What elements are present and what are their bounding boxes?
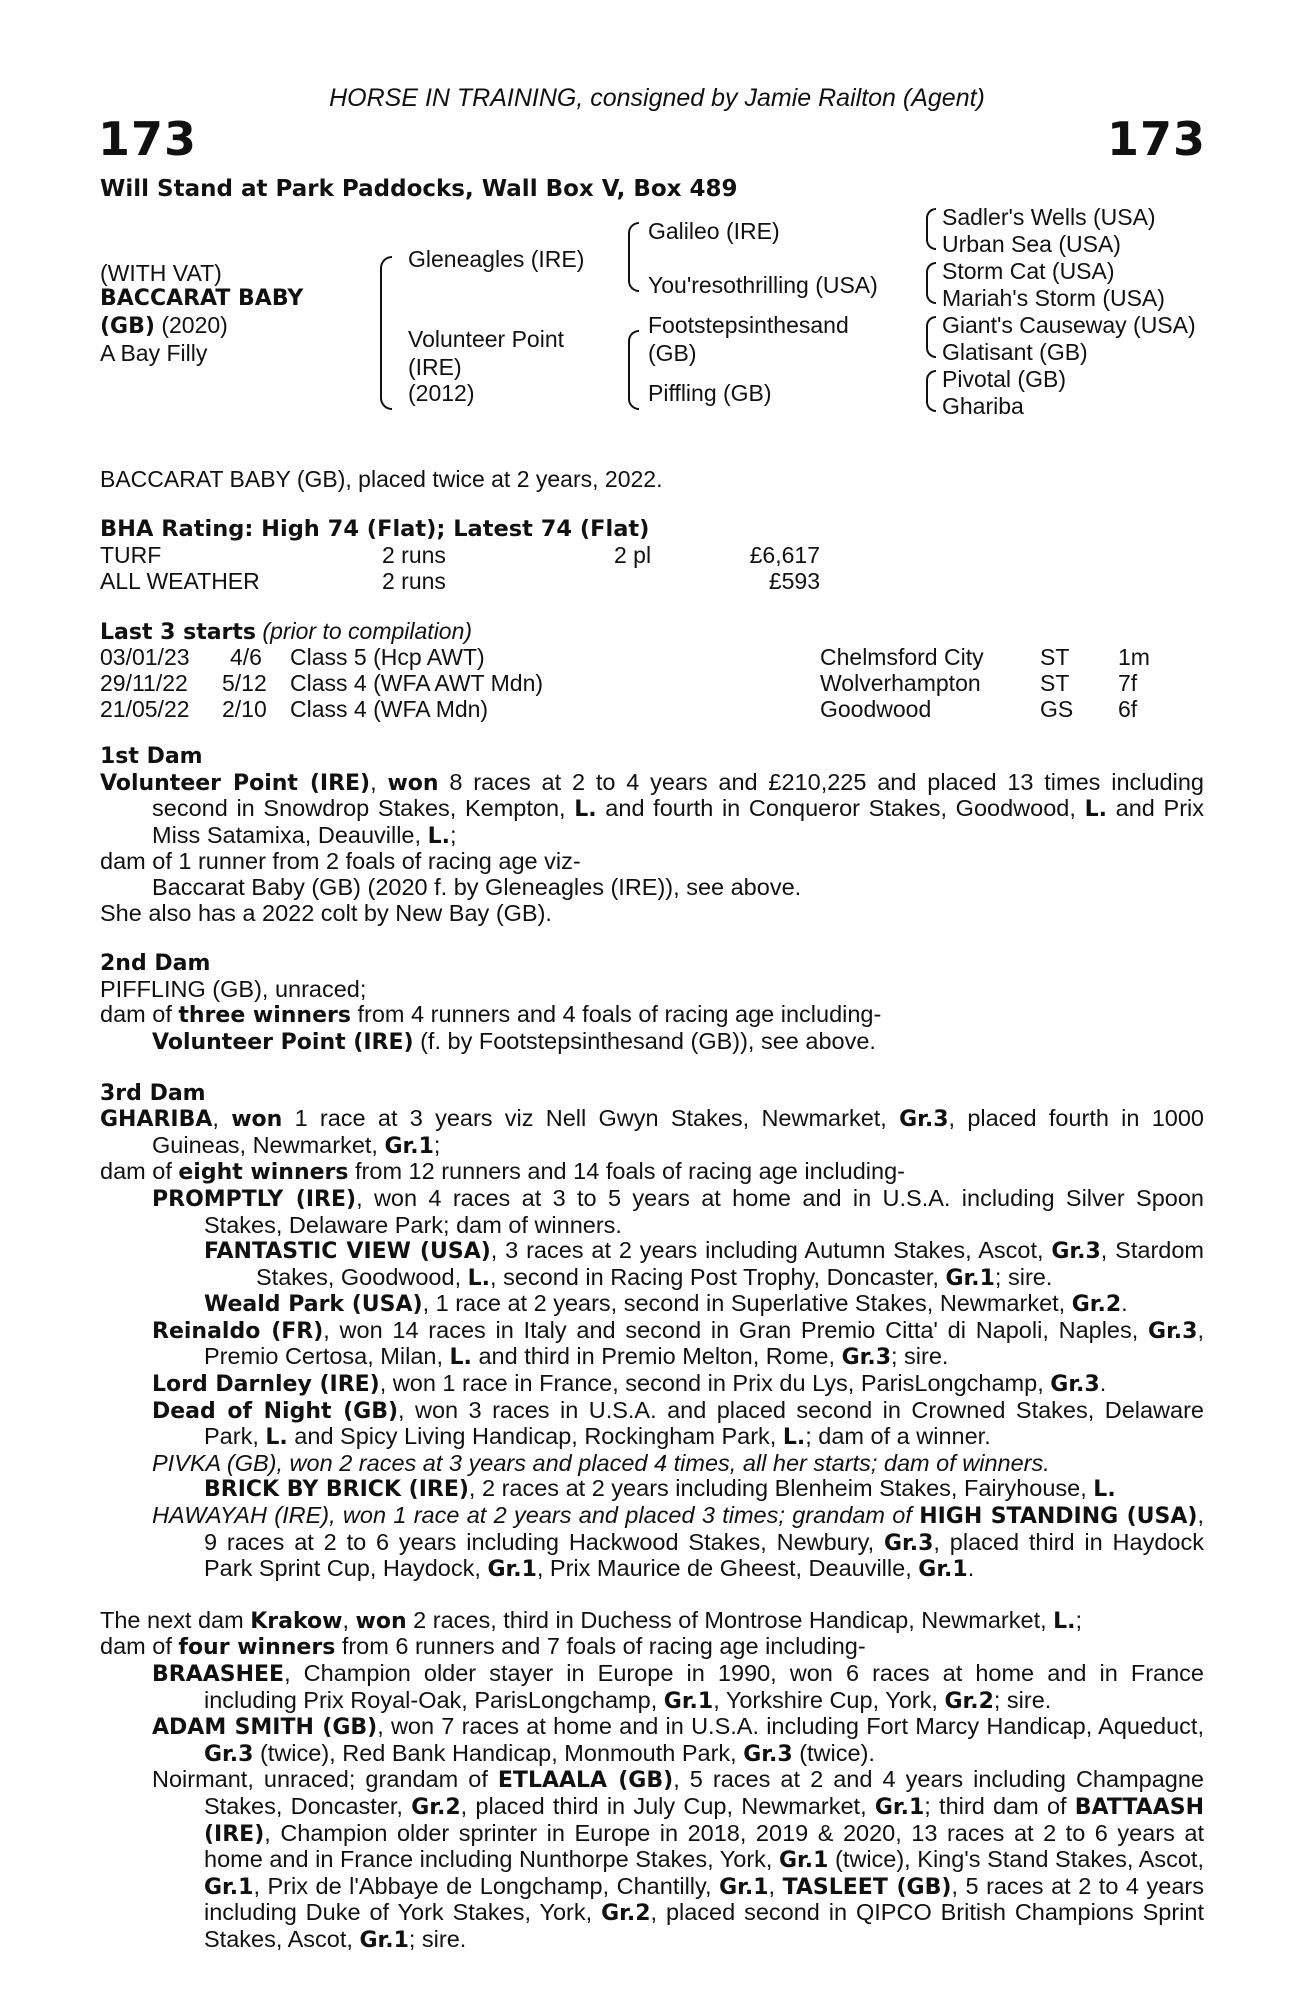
text-run: , won 1 race in France, second in Prix du Lys, ParisLongchamp,: [379, 1370, 1051, 1397]
text-run: from 12 runners and 14 foals of racing age including-: [348, 1158, 905, 1185]
text-run: three winners: [178, 1003, 351, 1029]
text-run: HAWAYAH (IRE): [152, 1502, 330, 1529]
pedigree-dam-line1: Volunteer Point: [408, 326, 565, 352]
text-run: , Prix Maurice de Gheest, Deauville,: [536, 1555, 919, 1582]
text-run: Gr.3: [1050, 1372, 1100, 1398]
text-run: L.: [782, 1425, 806, 1451]
dam3-heading: 3rd Dam: [100, 1080, 206, 1106]
pedigree-sire-dam: You'resothrilling (USA): [648, 272, 878, 298]
text-run: L.: [1093, 1477, 1116, 1503]
text-run: , Champion older stayer in Europe in 1990, won 6 races at home and in France including Prix Royal-Oak, ParisLongchamp,: [204, 1660, 1204, 1713]
text-run: , Yorkshire Cup, York,: [713, 1686, 945, 1713]
text-run: Gr.1: [779, 1848, 829, 1874]
text-run: (twice), King's Stand Stakes, Ascot,: [828, 1846, 1204, 1873]
horse-year: (2020): [154, 312, 228, 338]
pedigree-sire-sire: Galileo (IRE): [648, 218, 780, 244]
start-position: 2/10: [222, 696, 267, 722]
text-run: ,: [370, 768, 388, 795]
text-run: ; dam of a winner.: [805, 1423, 991, 1450]
last-starts-heading: [100, 618, 472, 646]
text-run: dam of: [100, 1001, 179, 1028]
pedigree-sss: Sadler's Wells (USA): [942, 204, 1156, 230]
last-starts-title: Last 3 starts: [100, 620, 257, 645]
offspring-promptly: [100, 1186, 1204, 1238]
text-run: , won 1 race at 2 years and placed 3 times; grandam of: [329, 1502, 920, 1529]
pedigree-brace-sd: [926, 262, 936, 304]
text-run: HIGH STANDING (USA): [919, 1504, 1198, 1530]
consignment-header: HORSE IN TRAINING, consigned by Jamie Railton (Agent): [329, 84, 985, 112]
text-run: , 5 races at 2 to 4 years including Duke of York Stakes, York,: [204, 1872, 1204, 1926]
pedigree-dsd: Glatisant (GB): [942, 339, 1088, 365]
text-run: (twice), Red Bank Handicap, Monmouth Park,: [253, 1739, 744, 1766]
text-run: , 1 race at 2 years, second in Superlative Stakes, Newmarket,: [422, 1290, 1072, 1317]
rating-aw-surface: ALL WEATHER: [100, 568, 260, 594]
text-run: Gr.1: [487, 1557, 537, 1583]
start-course: Goodwood: [820, 696, 932, 722]
text-run: L.: [265, 1425, 288, 1451]
rating-aw-prize: £593: [768, 568, 820, 594]
text-run: Lord Darnley (IRE): [152, 1372, 380, 1398]
start-position: 5/12: [222, 670, 267, 696]
rating-turf-placed: 2 pl: [614, 542, 652, 568]
lot-number-right: 173: [1106, 112, 1206, 166]
text-run: Gr.3: [743, 1741, 793, 1767]
pedigree-dam-sire-line1: Footstepsinthesand: [648, 312, 849, 338]
text-run: , second in Racing Post Trophy, Doncaster,: [490, 1263, 946, 1290]
start-going: ST: [1040, 644, 1070, 670]
text-run: ,: [212, 1105, 232, 1132]
pedigree-ddd: Ghariba: [942, 393, 1024, 419]
text-run: Gr.1: [719, 1874, 769, 1900]
text-run: Reinaldo (FR): [152, 1318, 324, 1344]
spacer: [100, 926, 1204, 951]
text-run: ;: [449, 821, 457, 848]
text-run: Gr.1: [945, 1265, 995, 1291]
start-going: ST: [1040, 670, 1070, 696]
text-run: dam of: [100, 1158, 179, 1185]
offspring-pivka: [100, 1451, 1204, 1477]
text-run: .: [1121, 1290, 1128, 1317]
start-course: Wolverhampton: [820, 670, 981, 696]
text-run: L.: [574, 797, 597, 823]
text-run: PROMPTLY (IRE): [152, 1186, 357, 1212]
vat-note: (WITH VAT): [100, 260, 222, 286]
text-run: eight winners: [178, 1160, 349, 1186]
text-run: PIVKA (GB): [152, 1449, 277, 1476]
offspring-lord-darnley: [100, 1371, 1204, 1398]
pedigree-dss: Giant's Causeway (USA): [942, 312, 1196, 338]
text-run: The next dam: [100, 1606, 251, 1633]
text-run: ETLAALA (GB): [497, 1768, 674, 1794]
start-race: Class 5 (Hcp AWT): [290, 644, 485, 670]
text-run: Gr.2: [1071, 1292, 1122, 1318]
text-run: dam of: [100, 1633, 179, 1660]
pedigree-dam-dam: Piffling (GB): [648, 380, 772, 406]
text-run: Gr.1: [359, 1927, 409, 1953]
text-run: Gr.1: [918, 1557, 968, 1583]
text-run: Gr.3: [883, 1530, 934, 1556]
text-run: ;: [433, 1131, 441, 1158]
text-run: and third in Premio Melton, Rome,: [471, 1343, 842, 1370]
text-run: , placed fourth in 1000 Guineas, Newmarket,: [152, 1105, 1205, 1158]
text-run: Noirmant, unraced; grandam of: [152, 1766, 498, 1793]
text-run: ; sire.: [891, 1343, 949, 1370]
offspring-hawayah: [100, 1503, 1204, 1583]
text-run: Dead of Night (GB): [152, 1398, 399, 1424]
text-run: , 2 races at 2 years including Blenheim Stakes, Fairyhouse,: [468, 1475, 1094, 1502]
spacer: [100, 1056, 1204, 1081]
text-run: ; sire.: [994, 1263, 1053, 1290]
next-dam-record: [100, 1608, 1204, 1635]
start-race: Class 4 (WFA AWT Mdn): [290, 670, 544, 696]
dam1-produce: dam of 1 runner from 2 foals of racing age viz-: [100, 848, 581, 875]
text-run: won: [355, 1608, 407, 1634]
text-run: Gr.2: [601, 1901, 651, 1927]
offspring-braashee: [100, 1661, 1204, 1714]
text-run: Gr.1: [663, 1688, 714, 1714]
text-run: .: [967, 1555, 975, 1582]
text-run: from 6 runners and 7 foals of racing age including-: [335, 1633, 866, 1660]
pedigree-dam-line2: (IRE): [408, 354, 462, 380]
text-run: and Spicy Living Handicap, Rockingham Park,: [287, 1423, 783, 1450]
text-run: L.: [1084, 797, 1107, 823]
offspring-reinaldo: [100, 1318, 1204, 1371]
last-starts-note: (prior to compilation): [256, 618, 473, 644]
start-race: Class 4 (WFA Mdn): [290, 696, 489, 722]
pedigree-dam-sire-line2: (GB): [648, 340, 697, 366]
text-run: Krakow: [250, 1608, 343, 1634]
text-run: , 3 races at 2 years including Autumn Stakes, Ascot,: [490, 1237, 1052, 1264]
text-run: L.: [449, 1345, 472, 1371]
start-position: 4/6: [230, 644, 262, 670]
dam1-record: [100, 770, 1204, 850]
rating-turf-surface: TURF: [100, 542, 162, 568]
family-details: [100, 744, 1204, 1954]
text-run: (f. by Footstepsinthesand (GB)), see above.: [413, 1027, 876, 1054]
text-run: 2 races, third in Duchess of Montrose Handicap, Newmarket,: [406, 1606, 1054, 1633]
text-run: , won 3 races in U.S.A. and placed second in Crowned Stakes, Delaware Park,: [204, 1396, 1204, 1450]
text-run: won: [387, 770, 439, 796]
text-run: Gr.3: [899, 1107, 949, 1133]
dam1-note: She also has a 2022 colt by New Bay (GB).: [100, 899, 552, 926]
pedigree-brace-dam: [628, 330, 639, 410]
pedigree-brace-ds: [926, 316, 936, 358]
dam2-heading: 2nd Dam: [100, 951, 211, 977]
start-date: 03/01/23: [100, 644, 190, 670]
pedigree-brace-sire: [628, 222, 639, 292]
next-dam-produce: [100, 1634, 1204, 1661]
rating-turf-prize: £6,617: [749, 542, 820, 568]
dam1-heading: 1st Dam: [100, 744, 203, 769]
text-run: from 4 runners and 4 foals of racing age including-: [350, 1001, 882, 1028]
text-run: ,: [342, 1606, 356, 1633]
rating-aw-runs: 2 runs: [382, 568, 446, 594]
bha-rating-title: BHA Rating: High 74 (Flat); Latest 74 (Flat): [100, 516, 650, 542]
dam3-record: [100, 1106, 1204, 1159]
text-run: , won 4 races at 3 to 5 years at home and in U.S.A. including Silver Spoon Stakes, Delaware Park; dam of winners.: [204, 1184, 1204, 1238]
dam1-foal: Baccarat Baby (GB) (2020 f. by Gleneagles (IRE)), see above.: [152, 873, 802, 900]
text-run: Gr.3: [204, 1741, 254, 1767]
text-run: Gr.2: [944, 1688, 994, 1714]
text-run: won: [231, 1107, 283, 1133]
dam3-produce: [100, 1159, 1204, 1186]
text-run: ; sire.: [408, 1925, 467, 1952]
pedigree-brace-dd: [926, 370, 936, 412]
dam1-name: Volunteer Point (IRE): [100, 770, 371, 796]
text-run: 8 races at 2 to 4 years and £210,225 and placed 13 times including second in Snowdrop Stakes, Kempton,: [152, 768, 1204, 822]
text-run: Gr.1: [204, 1874, 254, 1900]
text-run: ,: [768, 1872, 783, 1899]
text-run: Gr.2: [411, 1794, 461, 1820]
race-summary: BACCARAT BABY (GB), placed twice at 2 years, 2022.: [100, 466, 663, 492]
text-run: .: [1099, 1370, 1107, 1397]
text-run: L.: [467, 1265, 491, 1291]
pedigree-sdd: Mariah's Storm (USA): [942, 285, 1165, 311]
text-run: , won 7 races at home and in U.S.A. including Fort Marcy Handicap, Aqueduct,: [377, 1713, 1204, 1740]
text-run: , placed third in July Cup, Newmarket,: [460, 1792, 875, 1819]
text-run: , placed third in Haydock Park Sprint Cup, Haydock,: [204, 1528, 1204, 1582]
text-run: (twice).: [792, 1739, 875, 1766]
text-run: TASLEET (GB): [782, 1874, 952, 1900]
text-run: , won 2 races at 3 years and placed 4 times, all her starts; dam of winners.: [276, 1449, 1050, 1476]
offspring-adam-smith: [100, 1714, 1204, 1767]
start-course: Chelmsford City: [820, 644, 984, 670]
pedigree-sds: Storm Cat (USA): [942, 258, 1115, 284]
text-run: , placed second in QIPCO British Champions Sprint Stakes, Ascot,: [204, 1899, 1204, 1952]
text-run: ;: [1075, 1606, 1083, 1633]
offspring-noirmant: [100, 1767, 1204, 1953]
pedigree-brace-main: [380, 256, 392, 410]
text-run: and fourth in Conqueror Stakes, Goodwood,: [596, 795, 1085, 822]
start-going: GS: [1040, 696, 1074, 722]
horse-origin-year: [100, 312, 228, 340]
pedigree-dam-line3: (2012): [408, 380, 475, 406]
dam2-produce: [100, 1002, 1204, 1029]
text-run: Weald Park (USA): [204, 1292, 423, 1318]
spacer: [100, 1583, 1204, 1608]
text-run: Volunteer Point (IRE): [152, 1029, 414, 1055]
text-run: BATTAASH (IRE): [204, 1794, 1204, 1847]
text-run: Gr.3: [1051, 1239, 1101, 1265]
text-run: ; third dam of: [924, 1792, 1075, 1819]
text-run: BRICK BY BRICK (IRE): [204, 1477, 469, 1503]
text-run: L.: [427, 823, 450, 849]
text-run: ADAM SMITH (GB): [152, 1715, 378, 1741]
start-distance: 6f: [1118, 696, 1138, 722]
rating-turf-runs: 2 runs: [382, 542, 446, 568]
pedigree-dds: Pivotal (GB): [942, 366, 1066, 392]
text-run: , Prix de l'Abbaye de Longchamp, Chantilly,: [253, 1872, 720, 1899]
text-run: , won 14 races in Italy and second in Gran Premio Citta' di Napoli, Naples,: [323, 1316, 1149, 1343]
horse-name: BACCARAT BABY: [100, 286, 304, 311]
lot-number-left: 173: [98, 112, 198, 166]
offspring-dead-of-night: [100, 1398, 1204, 1451]
text-run: L.: [1053, 1608, 1076, 1634]
pedigree-ssd: Urban Sea (USA): [942, 231, 1121, 257]
pedigree-sire: Gleneagles (IRE): [408, 246, 585, 272]
text-run: Gr.3: [841, 1345, 891, 1371]
start-date: 29/11/22: [100, 670, 188, 696]
start-distance: 1m: [1118, 644, 1150, 670]
text-run: and Prix Miss Satamixa, Deauville,: [152, 795, 1204, 848]
start-distance: 7f: [1118, 670, 1138, 696]
text-run: FANTASTIC VIEW (USA): [204, 1239, 491, 1265]
text-run: four winners: [178, 1635, 336, 1661]
pedigree-brace-ss: [926, 208, 936, 250]
horse-description: A Bay Filly: [100, 340, 208, 366]
start-date: 21/05/22: [100, 696, 190, 722]
offspring-weald-park: [100, 1291, 1204, 1318]
offspring-fantastic-view: [100, 1238, 1204, 1291]
text-run: , Premio Certosa, Milan,: [204, 1316, 1204, 1370]
horse-origin: (GB): [100, 314, 155, 339]
text-run: ; sire.: [993, 1686, 1052, 1713]
text-run: Gr.1: [384, 1133, 434, 1159]
text-run: , Champion older sprinter in Europe in 2018, 2019 & 2020, 13 races at 2 to 6 years at home and in France including Nunthorpe Stakes, York,: [204, 1819, 1204, 1873]
dam2-foal: [100, 1029, 1204, 1056]
dam2-record: PIFFLING (GB), unraced;: [100, 975, 367, 1002]
text-run: 1 race at 3 years viz Nell Gwyn Stakes, Newmarket,: [282, 1105, 900, 1132]
text-run: GHARIBA: [100, 1107, 213, 1133]
stand-location: Will Stand at Park Paddocks, Wall Box V, Box 489: [100, 176, 738, 202]
text-run: , 5 races at 2 and 4 years including Champagne Stakes, Doncaster,: [204, 1766, 1204, 1819]
offspring-brick-by-brick: [100, 1476, 1204, 1503]
text-run: BRAASHEE: [152, 1662, 285, 1687]
text-run: , 9 races at 2 to 6 years including Hackwood Stakes, Newbury,: [204, 1502, 1205, 1555]
text-run: Gr.3: [1148, 1318, 1198, 1344]
text-run: Gr.1: [874, 1794, 925, 1820]
text-run: , Stardom Stakes, Goodwood,: [256, 1237, 1204, 1290]
